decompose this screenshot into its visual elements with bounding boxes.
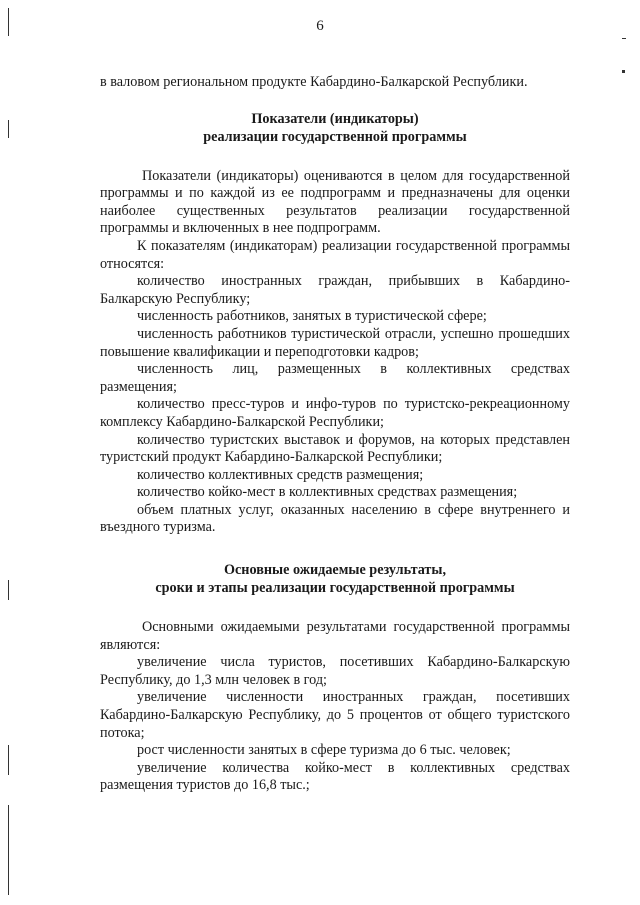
list-item: количество туристских выставок и форумов, на которых представлен туристский продукт Кабардино-Балкарской Республики; bbox=[100, 431, 570, 466]
heading-line: Показатели (индикаторы) bbox=[251, 110, 419, 127]
scan-artifact bbox=[8, 120, 9, 138]
list-item: численность работников, занятых в туристической сфере; bbox=[137, 308, 487, 325]
list-item: объем платных услуг, оказанных населению в сфере внутреннего и въездного туризма. bbox=[100, 501, 570, 536]
list-item: количество койко-мест в коллективных средствах размещения; bbox=[137, 484, 518, 501]
list-item: увеличение численности иностранных граждан, посетивших Кабардино-Балкарскую Республику, до 5 процентов от общего туристского потока; bbox=[100, 689, 570, 741]
section-heading-indicators bbox=[100, 110, 570, 146]
intro-line: в валовом региональном продукте Кабардино-Балкарской Республики. bbox=[100, 74, 528, 90]
document-body bbox=[100, 74, 570, 795]
heading-line: реализации государственной программы bbox=[203, 128, 467, 145]
paragraph: К показателям (индикаторам) реализации государственной программы относятся: bbox=[100, 237, 570, 272]
paragraph: Показатели (индикаторы) оцениваются в целом для государственной программы и по каждой из ее подпрограмм и предназначены для оценки наиболее существенных результатов реализации государственной программы и включенных в нее подпрограмм. bbox=[100, 167, 570, 237]
scan-artifact bbox=[622, 38, 626, 39]
list-item: количество пресс-туров и инфо-туров по туристско-рекреационному комплексу Кабардино-Балкарской Республики; bbox=[100, 396, 570, 430]
list-item: увеличение числа туристов, посетивших Кабардино-Балкарскую Республику, до 1,3 млн человек в год; bbox=[100, 654, 570, 688]
scan-artifact bbox=[8, 805, 9, 895]
list-item: рост численности занятых в сфере туризма до 6 тыс. человек; bbox=[137, 742, 511, 759]
section-heading-results bbox=[100, 561, 570, 597]
list-item: численность работников туристической отрасли, успешно прошедших повышение квалификации и переподготовки кадров; bbox=[100, 325, 570, 360]
scan-artifact bbox=[622, 70, 625, 73]
scan-artifact bbox=[8, 580, 9, 600]
heading-line: сроки и этапы реализации государственной программы bbox=[155, 580, 515, 597]
heading-line: Основные ожидаемые результаты, bbox=[223, 562, 447, 579]
list-item: численность лиц, размещенных в коллективных средствах размещения; bbox=[100, 361, 570, 395]
list-item: количество коллективных средств размещения; bbox=[137, 466, 424, 483]
list-item: увеличение количества койко-мест в коллективных средствах размещения туристов до 16,8 тыс.; bbox=[100, 759, 570, 794]
page-number: 6 bbox=[316, 18, 324, 34]
scan-artifact bbox=[8, 745, 9, 775]
list-item: количество иностранных граждан, прибывших в Кабардино-Балкарскую Республику; bbox=[100, 273, 570, 307]
paragraph: Основными ожидаемыми результатами государственной программы являются: bbox=[100, 619, 570, 653]
